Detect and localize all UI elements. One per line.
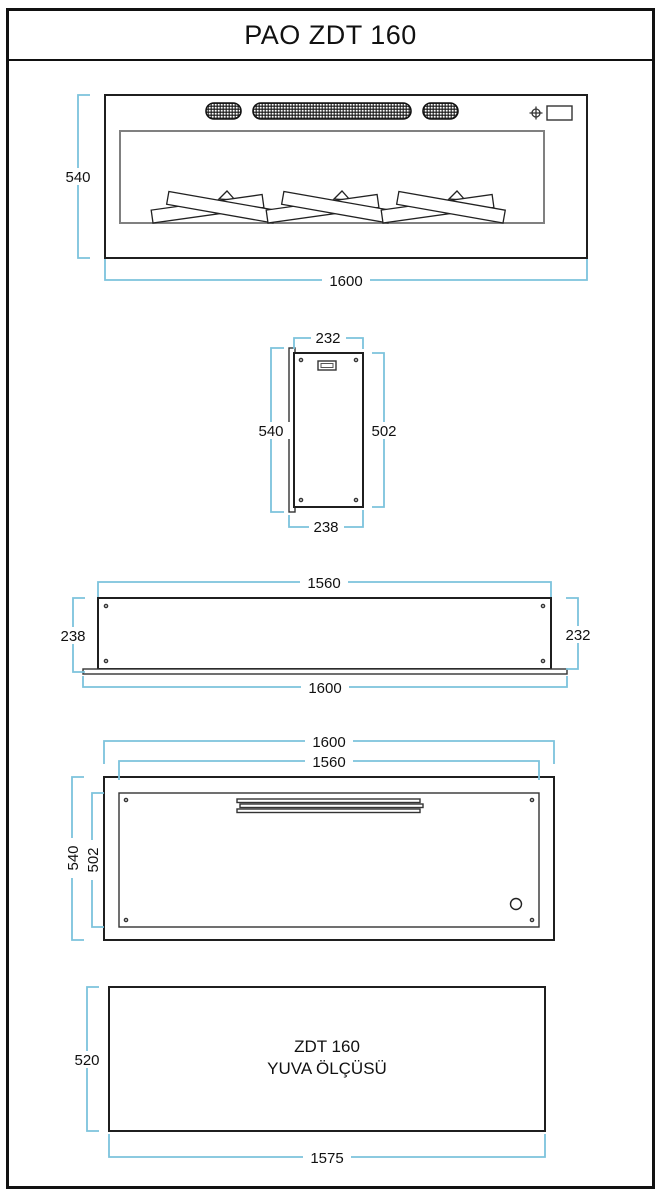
dim-label-front-width: 1600 [329, 273, 363, 290]
back-vent-slot [237, 809, 420, 813]
page-title: PAO ZDT 160 [244, 19, 417, 50]
top-body [98, 598, 551, 669]
dim-label-top-right-depth: 232 [565, 627, 591, 644]
dim-label-niche-width: 1575 [310, 1150, 344, 1167]
back-view [64, 733, 554, 940]
dim-label-back-body-width: 1560 [312, 754, 346, 771]
dim-label-niche-height: 520 [74, 1052, 100, 1069]
vent-right [423, 103, 458, 119]
vent-left [206, 103, 241, 119]
dim-label-side-body-height: 502 [371, 423, 397, 440]
top-view [53, 574, 598, 697]
side-body [294, 353, 363, 507]
dim-label-side-top: 232 [315, 330, 341, 347]
dim-label-top-overall-width: 1600 [308, 680, 342, 697]
vent-center [253, 103, 411, 119]
dim-label-back-body-height: 502 [85, 847, 102, 873]
dim-label-front-height: 540 [65, 169, 91, 186]
niche-view [67, 987, 545, 1167]
dim-label-back-overall-width: 1600 [312, 734, 346, 751]
dim-label-side-flange-height: 540 [258, 423, 284, 440]
niche-label-line2: YUVA ÖLÇÜSÜ [267, 1059, 387, 1078]
back-vent-slot [237, 799, 420, 803]
side-view [251, 330, 404, 536]
cable-hole [511, 899, 522, 910]
front-view [58, 95, 587, 290]
dim-label-top-body-width: 1560 [307, 575, 341, 592]
niche-label-line1: ZDT 160 [294, 1037, 360, 1056]
top-front-flange [83, 669, 567, 674]
control-window [547, 106, 572, 120]
dim-label-side-bottom: 238 [313, 519, 339, 536]
dim-label-back-overall-height: 540 [65, 845, 82, 871]
dim-label-top-left-depth: 238 [60, 628, 86, 645]
back-vent-slot [240, 804, 423, 808]
